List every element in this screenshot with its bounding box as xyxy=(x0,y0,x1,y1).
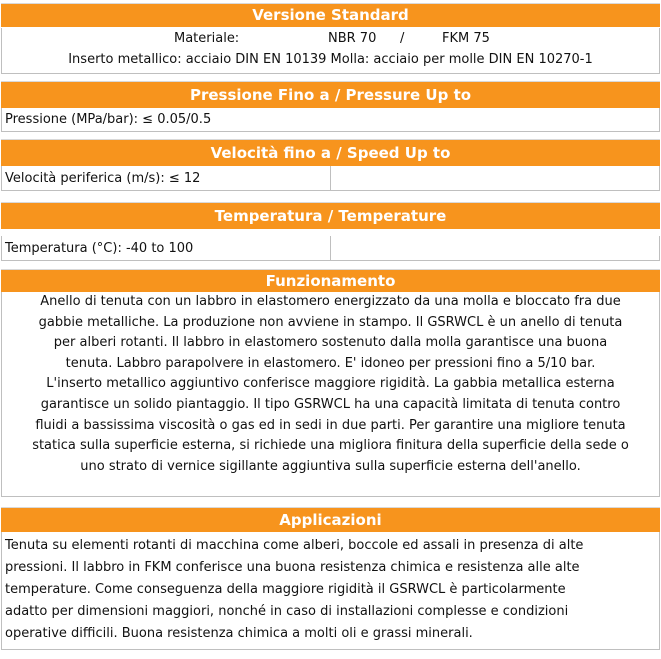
pressione-value: Pressione (MPa/bar): ≤ 0.05/0.5 xyxy=(5,112,212,127)
funzionamento-line: fluidi a bassissima viscosità o gas ed in sedi in due parti. Per garantire una migliore tenuta xyxy=(35,417,626,433)
funzionamento-line: statica sulla superficie esterna, si richiede una migliora finitura della superficie della sede o xyxy=(32,438,629,454)
funzionamento-line: gabbie metalliche. La produzione non avviene in stampo. Il GSRWCL è un anello di tenuta xyxy=(38,314,623,330)
section-header-standard: Versione Standard xyxy=(1,3,660,27)
materiale-nbr: NBR 70 xyxy=(328,31,377,46)
applicazioni-line: adatto per dimensioni maggiori, nonché in caso di installazioni complesse e condizioni xyxy=(5,604,569,619)
funzionamento-line: garantisce un solido piantaggio. Il tipo GSRWCL ha una capacità limitata di tenuta contro xyxy=(40,396,621,412)
section-header-applicazioni: Applicazioni xyxy=(1,507,660,532)
applicazioni-line: temperature. Come conseguenza della maggiore rigidità il GSRWCL è particolarmente xyxy=(5,582,566,597)
funzionamento-line: L'inserto metallico aggiuntivo conferisce maggiore rigidità. La gabbia metallica esterna xyxy=(46,376,615,392)
applicazioni-line: pressioni. Il labbro in FKM conferisce una buona resistenza chimica e resistenza alle alte xyxy=(5,560,580,575)
applicazioni-line: operative difficili. Buona resistenza chimica a molti oli e grassi minerali. xyxy=(5,626,473,641)
applicazioni-text xyxy=(1,532,660,650)
inserto-line: Inserto metallico: acciaio DIN EN 10139 Molla: acciaio per molle DIN EN 10270-1 xyxy=(68,52,593,67)
section-header-funzionamento: Funzionamento xyxy=(1,269,660,292)
temperatura-value: Temperatura (°C): -40 to 100 xyxy=(2,236,331,260)
section-header-temperatura: Temperatura / Temperature xyxy=(1,202,660,229)
temperatura-row xyxy=(1,236,660,261)
materiale-label: Materiale: xyxy=(174,31,240,46)
funzionamento-line: per alberi rotanti. Il labbro in elastomero sostenuto dalla molla garantisce una buona xyxy=(53,335,608,351)
funzionamento-text xyxy=(1,292,660,497)
funzionamento-line: Anello di tenuta con un labbro in elastomero energizzato da una molla e bloccato fra due xyxy=(40,294,621,309)
materiale-fkm: FKM 75 xyxy=(442,31,490,46)
funzionamento-line: tenuta. Labbro parapolvere in elastomero. E' idoneo per pressioni fino a 5/10 bar. xyxy=(65,355,596,371)
funzionamento-line: uno strato di vernice sigillante aggiuntiva sulla superficie esterna dell'anello. xyxy=(80,458,581,474)
section-header-pressione: Pressione Fino a / Pressure Up to xyxy=(1,81,660,108)
velocita-value: Velocità periferica (m/s): ≤ 12 xyxy=(2,166,331,190)
velocita-row xyxy=(1,166,660,191)
standard-body xyxy=(1,28,660,74)
velocita-empty-cell xyxy=(331,166,659,190)
applicazioni-line: Tenuta su elementi rotanti di macchina come alberi, boccole ed assali in presenza di alte xyxy=(5,538,584,553)
pressione-row xyxy=(1,108,660,132)
materiale-separator: / xyxy=(400,31,405,46)
materiale-line xyxy=(2,31,659,51)
temperatura-empty-cell xyxy=(331,236,659,260)
section-header-velocita: Velocità fino a / Speed Up to xyxy=(1,139,660,166)
